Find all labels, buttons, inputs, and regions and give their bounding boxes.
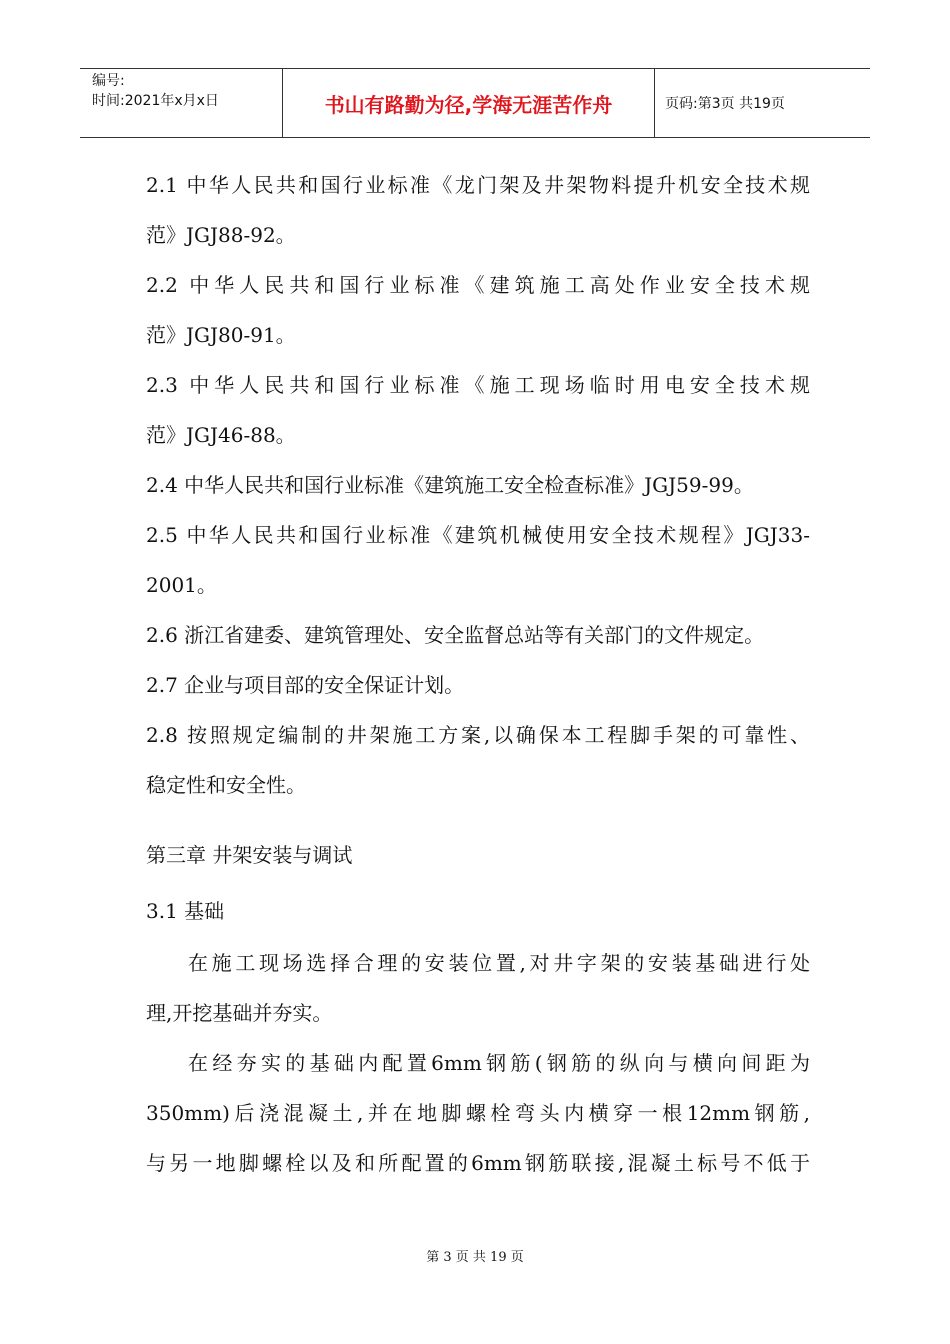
clause-2-5-line-2: 2001。 xyxy=(146,573,217,597)
clause-2-3-line-2: 范》JGJ46-88。 xyxy=(146,423,296,447)
body-paragraph-1-line-2: 理,开挖基础并夯实。 xyxy=(146,1001,333,1025)
clause-2-8-line-2: 稳定性和安全性。 xyxy=(146,773,306,797)
document-number-label: 编号: xyxy=(92,73,125,89)
body-paragraph-1-line-1: 在施工现场选择合理的安装位置,对井字架的安装基础进行处 xyxy=(188,951,810,975)
body-paragraph-2-line-3: 与另一地脚螺栓以及和所配置的6mm钢筋联接,混凝土标号不低于 xyxy=(146,1151,810,1175)
page-header xyxy=(80,68,870,138)
clause-2-1-line-1: 2.1 中华人民共和国行业标准《龙门架及井架物料提升机安全技术规 xyxy=(146,173,810,197)
document-body xyxy=(146,160,810,1188)
document-time-label: 时间:2021年x月x日 xyxy=(92,93,219,109)
header-page-code: 页码:第3页 共19页 xyxy=(665,96,785,112)
clause-2-4: 2.4 中华人民共和国行业标准《建筑施工安全检查标准》JGJ59-99。 xyxy=(146,473,754,497)
section-title: 3.1 基础 xyxy=(146,899,225,923)
body-paragraph-2-line-1: 在经夯实的基础内配置6mm钢筋(钢筋的纵向与横向间距为 xyxy=(188,1051,810,1075)
clause-2-6: 2.6 浙江省建委、建筑管理处、安全监督总站等有关部门的文件规定。 xyxy=(146,623,765,647)
header-meta xyxy=(80,69,282,137)
body-paragraph-2-line-2: 350mm)后浇混凝土,并在地脚螺栓弯头内横穿一根12mm钢筋, xyxy=(146,1101,810,1125)
chapter-title: 第三章 井架安装与调试 xyxy=(146,843,353,867)
clause-2-2-line-1: 2.2 中华人民共和国行业标准《建筑施工高处作业安全技术规 xyxy=(146,273,810,297)
clause-2-8-line-1: 2.8 按照规定编制的井架施工方案,以确保本工程脚手架的可靠性、 xyxy=(146,723,810,747)
clause-2-1-line-2: 范》JGJ88-92。 xyxy=(146,223,296,247)
header-motto: 书山有路勤为径,学海无涯苦作舟 xyxy=(282,69,655,137)
clause-2-3-line-1: 2.3 中华人民共和国行业标准《施工现场临时用电安全技术规 xyxy=(146,373,810,397)
clause-2-7: 2.7 企业与项目部的安全保证计划。 xyxy=(146,673,465,697)
clause-2-5-line-1: 2.5 中华人民共和国行业标准《建筑机械使用安全技术规程》JGJ33- xyxy=(146,523,810,547)
page-footer: 第 3 页 共 19 页 xyxy=(426,1250,524,1265)
clause-2-2-line-2: 范》JGJ80-91。 xyxy=(146,323,296,347)
